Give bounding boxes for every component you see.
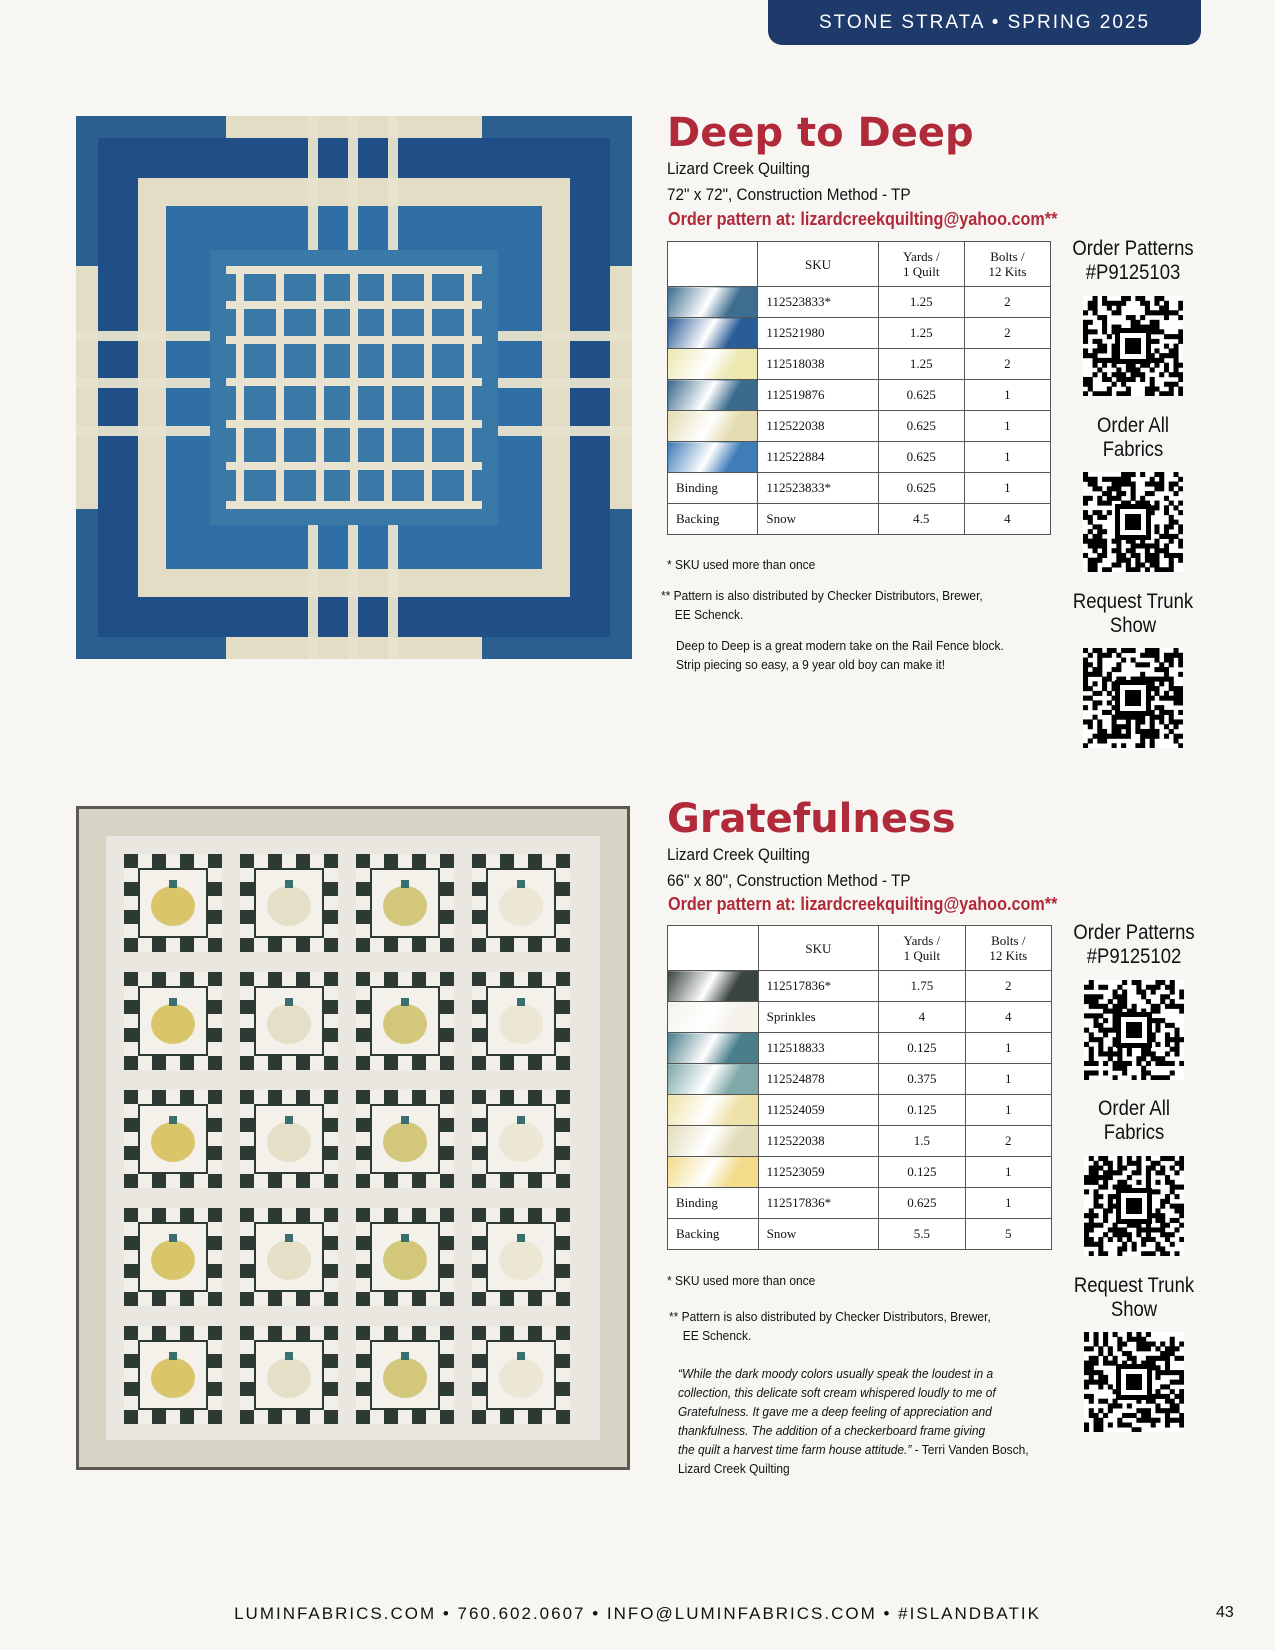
product-title: Deep to Deep	[667, 110, 974, 156]
table-row	[668, 1188, 1052, 1219]
table-row	[668, 1157, 1052, 1188]
sku-cell: 112517836*	[758, 971, 879, 1002]
request-trunk-show-label: Request Trunk Show	[1072, 590, 1194, 637]
yards-cell: 1.25	[878, 287, 964, 318]
yards-header: Yards / 1 Quilt	[879, 926, 965, 971]
bolts-cell: 2	[964, 318, 1050, 349]
fabric-swatch	[668, 971, 759, 1002]
yards-cell: 4	[879, 1002, 965, 1033]
fabric-swatch	[668, 411, 758, 442]
sku-cell: 112521980	[758, 318, 878, 349]
deep-to-deep-quilt-image	[76, 116, 632, 659]
table-row	[668, 1126, 1052, 1157]
bolts-header: Bolts / 12 Kits	[964, 242, 1050, 287]
header-banner: STONE STRATA • SPRING 2025	[768, 0, 1201, 45]
yards-cell: 1.75	[879, 971, 965, 1002]
sku-cell: 112523833*	[758, 473, 878, 504]
table-row	[668, 318, 1051, 349]
bolts-cell: 1	[965, 1157, 1051, 1188]
gratefulness-quilt-image	[76, 806, 630, 1470]
order-fabrics-qr-icon[interactable]	[1084, 1156, 1184, 1256]
yards-cell: 0.625	[878, 473, 964, 504]
table-row	[668, 442, 1051, 473]
footer-contact: LUMINFABRICS.COM • 760.602.0607 • INFO@LUMINFABRICS.COM • #ISLANDBATIK	[234, 1604, 1041, 1623]
yards-cell: 0.625	[878, 442, 964, 473]
order-patterns-qr-icon[interactable]	[1083, 296, 1183, 396]
yards-cell: 1.25	[878, 318, 964, 349]
bolts-cell: 1	[965, 1188, 1051, 1219]
row-label: Backing	[668, 1219, 759, 1250]
yards-header: Yards / 1 Quilt	[878, 242, 964, 287]
sku-cell: 112524878	[758, 1064, 879, 1095]
bolts-cell: 1	[964, 473, 1050, 504]
table-row	[668, 1002, 1052, 1033]
fabric-rows	[668, 971, 1052, 1250]
table-row	[668, 411, 1051, 442]
order-email-link[interactable]: Order pattern at: lizardcreekquilting@yahoo.com**	[668, 894, 1058, 914]
bolts-header: Bolts / 12 Kits	[965, 926, 1051, 971]
distribution-note: ** Pattern is also distributed by Checker Distributors, Brewer, EE Schenck.	[669, 1309, 991, 1343]
order-fabrics-label: Order All Fabrics	[1098, 1097, 1170, 1144]
fabric-swatch	[668, 1002, 759, 1033]
sku-cell: 112523833*	[758, 287, 878, 318]
bolts-cell: 2	[965, 971, 1051, 1002]
fabric-requirements-table	[667, 241, 1051, 535]
order-fabrics-label: Order All Fabrics	[1097, 414, 1169, 461]
product-description: Deep to Deep is a great modern take on the Rail Fence block. Strip piecing so easy, a 9 year old boy can make it!	[676, 638, 1004, 672]
bolts-cell: 2	[965, 1126, 1051, 1157]
yards-cell: 0.625	[879, 1188, 965, 1219]
fabric-requirements-table	[667, 925, 1052, 1250]
request-trunk-show-qr-icon[interactable]	[1084, 1332, 1184, 1432]
fabric-swatch	[668, 1064, 759, 1095]
yards-cell: 0.625	[878, 380, 964, 411]
bolts-cell: 4	[965, 1002, 1051, 1033]
table-row	[668, 1064, 1052, 1095]
designer-quote: “While the dark moody colors usually speak the loudest in a collection, this delicate soft cream whispered loudly to me of Gratefulness. It gave me a deep feeling of appreciation and thankfulness. The addition of a checkerboard frame giving the quilt a harvest time farm house attitude.” - Terri Vanden Bosch, Lizard Creek Quilting	[678, 1366, 1029, 1476]
fabric-swatch	[668, 1126, 759, 1157]
yards-cell: 0.125	[879, 1095, 965, 1126]
bolts-cell: 1	[964, 380, 1050, 411]
sku-cell: 112518038	[758, 349, 878, 380]
distribution-note: ** Pattern is also distributed by Checker Distributors, Brewer, EE Schenck.	[661, 588, 983, 622]
sku-header: SKU	[758, 242, 878, 287]
fabric-swatch	[668, 287, 758, 318]
fabric-rows	[668, 287, 1051, 535]
bolts-cell: 4	[964, 504, 1050, 535]
row-label: Backing	[668, 504, 758, 535]
request-trunk-show-qr-icon[interactable]	[1083, 648, 1183, 748]
request-trunk-show-label: Request Trunk Show	[1073, 1274, 1195, 1321]
sku-note: * SKU used more than once	[667, 557, 816, 572]
table-row	[668, 504, 1051, 535]
order-patterns-qr-icon[interactable]	[1084, 980, 1184, 1080]
sku-cell: Snow	[758, 1219, 879, 1250]
sku-note: * SKU used more than once	[667, 1273, 816, 1288]
yards-cell: 0.125	[879, 1033, 965, 1064]
fabric-swatch	[668, 1095, 759, 1126]
sku-header: SKU	[758, 926, 879, 971]
yards-cell: 0.625	[878, 411, 964, 442]
swatch-header	[668, 242, 758, 287]
row-label: Binding	[668, 473, 758, 504]
yards-cell: 1.5	[879, 1126, 965, 1157]
table-row	[668, 349, 1051, 380]
table-row	[668, 380, 1051, 411]
yards-cell: 5.5	[879, 1219, 965, 1250]
yards-cell: 0.375	[879, 1064, 965, 1095]
sku-cell: 112524059	[758, 1095, 879, 1126]
designer-name: Lizard Creek Quilting	[667, 159, 810, 178]
order-email-link[interactable]: Order pattern at: lizardcreekquilting@yahoo.com**	[668, 209, 1058, 229]
fabric-swatch	[668, 349, 758, 380]
yards-cell: 0.125	[879, 1157, 965, 1188]
table-row	[668, 287, 1051, 318]
bolts-cell: 1	[964, 411, 1050, 442]
order-patterns-label: Order Patterns #P9125102	[1073, 921, 1195, 968]
sku-cell: Snow	[758, 504, 878, 535]
sku-cell: Sprinkles	[758, 1002, 879, 1033]
quilt-size: 72" x 72", Construction Method - TP	[667, 185, 911, 204]
bolts-cell: 1	[965, 1095, 1051, 1126]
table-row	[668, 1095, 1052, 1126]
sku-cell: 112518833	[758, 1033, 879, 1064]
row-label: Binding	[668, 1188, 759, 1219]
bolts-cell: 1	[965, 1033, 1051, 1064]
bolts-cell: 1	[965, 1064, 1051, 1095]
table-row	[668, 971, 1052, 1002]
table-row	[668, 1033, 1052, 1064]
quilt-size: 66" x 80", Construction Method - TP	[667, 871, 911, 890]
bolts-cell: 1	[964, 442, 1050, 473]
page-number: 43	[1216, 1604, 1234, 1621]
sku-cell: 112519876	[758, 380, 878, 411]
fabric-swatch	[668, 380, 758, 411]
table-row	[668, 1219, 1052, 1250]
sku-cell: 112522038	[758, 411, 878, 442]
bolts-cell: 2	[964, 349, 1050, 380]
sku-cell: 112522884	[758, 442, 878, 473]
product-title: Gratefulness	[667, 796, 956, 842]
fabric-swatch	[668, 442, 758, 473]
table-row	[668, 473, 1051, 504]
order-fabrics-qr-icon[interactable]	[1083, 472, 1183, 572]
bolts-cell: 2	[964, 287, 1050, 318]
sku-cell: 112517836*	[758, 1188, 879, 1219]
yards-cell: 4.5	[878, 504, 964, 535]
designer-name: Lizard Creek Quilting	[667, 845, 810, 864]
yards-cell: 1.25	[878, 349, 964, 380]
sku-cell: 112522038	[758, 1126, 879, 1157]
sku-cell: 112523059	[758, 1157, 879, 1188]
swatch-header	[668, 926, 759, 971]
bolts-cell: 5	[965, 1219, 1051, 1250]
fabric-swatch	[668, 1157, 759, 1188]
fabric-swatch	[668, 318, 758, 349]
order-patterns-label: Order Patterns #P9125103	[1072, 237, 1194, 284]
fabric-swatch	[668, 1033, 759, 1064]
